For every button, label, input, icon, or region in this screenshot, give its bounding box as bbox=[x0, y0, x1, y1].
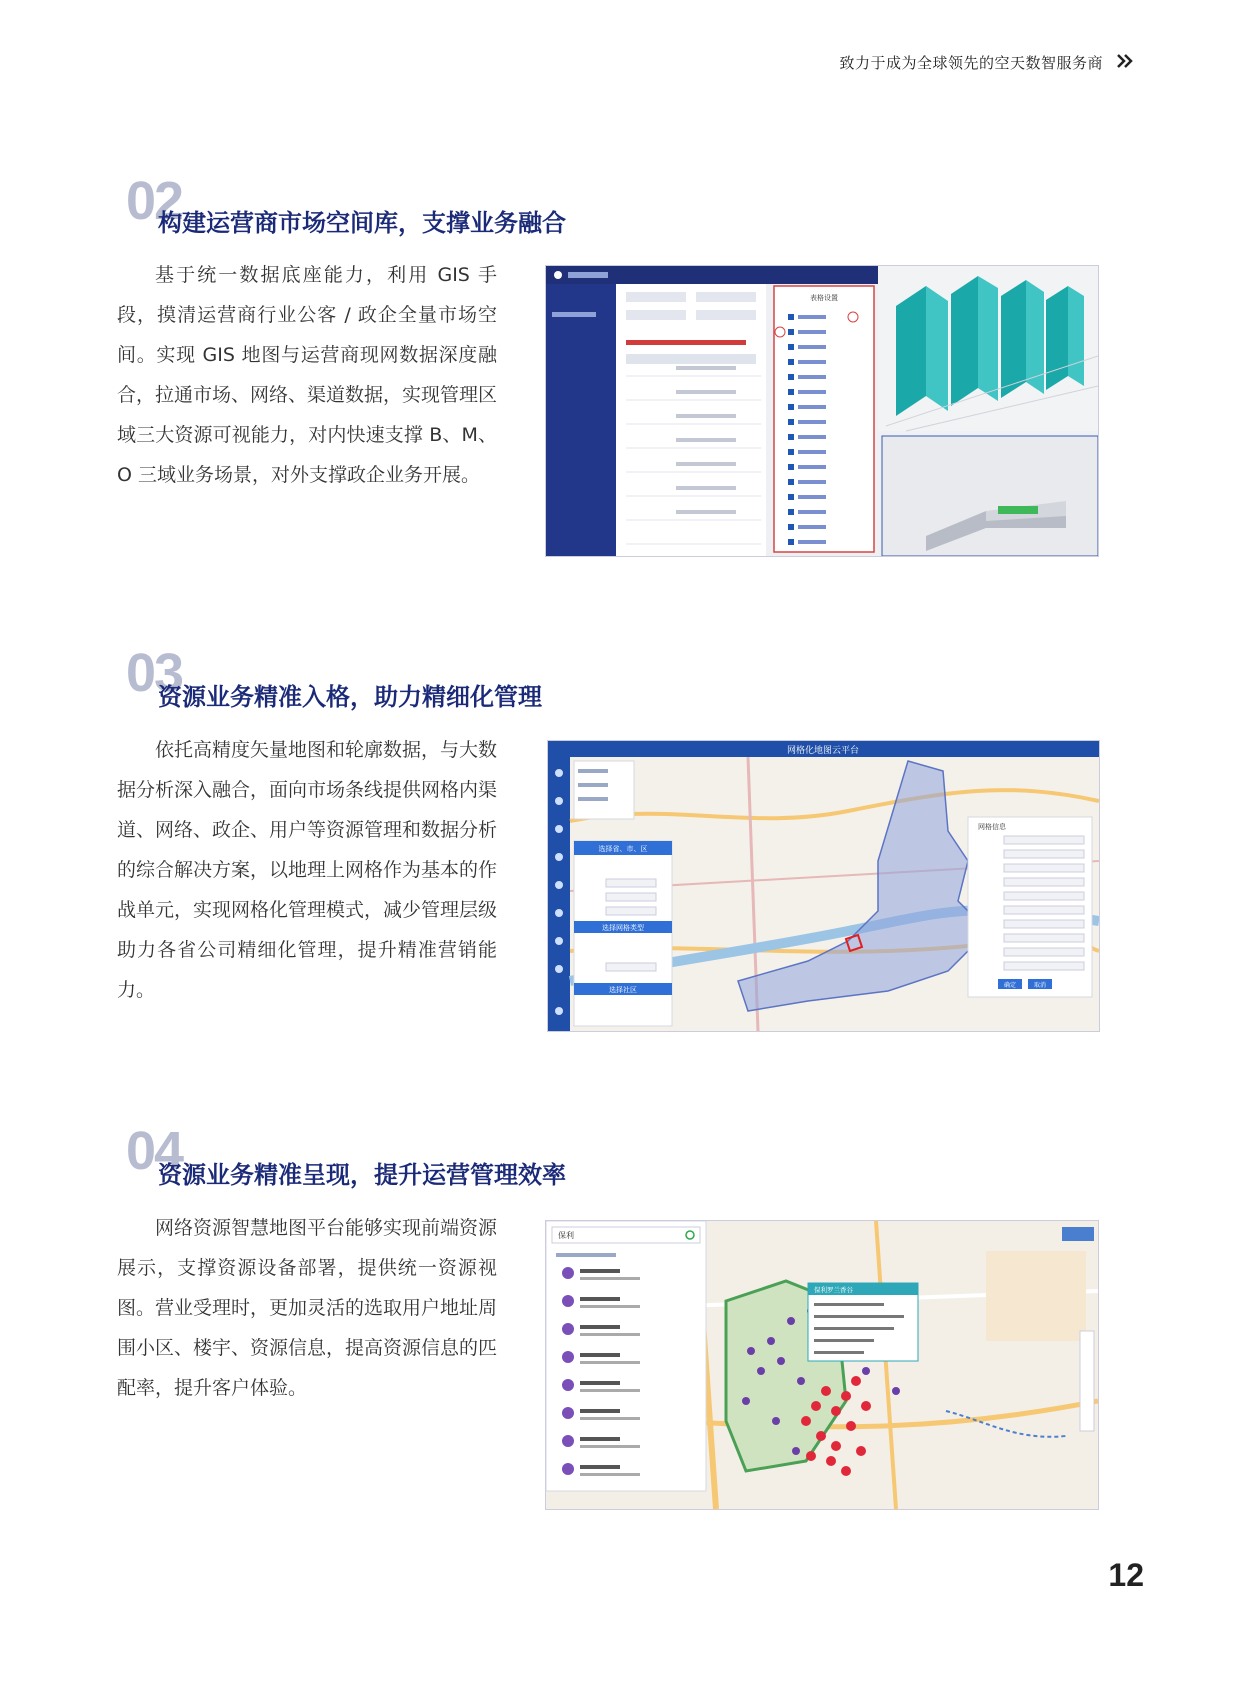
double-chevron-icon bbox=[1117, 54, 1133, 68]
section-title: 资源业务精准呈现，提升运营管理效率 bbox=[158, 1161, 566, 1189]
section-body: 网络资源智慧地图平台能够实现前端资源展示，支撑资源设备部署，提供统一资源视图。营业受理时，更加灵活的选取用户地址周围小区、楼宇、资源信息，提高资源信息的匹配率，提升客户体验。 bbox=[117, 1217, 498, 1399]
grid-info-title: 网格信息 bbox=[978, 823, 1006, 831]
panel-community: 选择社区 bbox=[609, 986, 637, 994]
confirm-button: 确定 bbox=[1003, 982, 1017, 989]
section-body: 依托高精度矢量地图和轮廓数据，与大数据分析深入融合，面向市场条线提供网格内渠道、网络、政企、用户等资源管理和数据分析的综合解决方案，以地理上网格作为基本的作战单元，实现网格化管理模式，减少管理层级助力各省公司精细化管理，提升精准营销能力。 bbox=[117, 739, 498, 1001]
screenshot-3d-market-db bbox=[545, 265, 1099, 557]
cancel-button: 取消 bbox=[1033, 982, 1047, 989]
panel-title: 表格设置 bbox=[810, 294, 838, 302]
section-number: 03 bbox=[126, 643, 183, 703]
app-title: 网格化地图云平台 bbox=[786, 746, 860, 756]
section-number: 02 bbox=[126, 171, 183, 231]
popup-title: 保利罗兰香谷 bbox=[814, 1286, 853, 1294]
section-number: 04 bbox=[126, 1121, 183, 1181]
section-title: 构建运营商市场空间库，支撑业务融合 bbox=[158, 209, 566, 237]
section-body: 基于统一数据底座能力，利用 GIS 手段，摸清运营商行业公客 / 政企全量市场空间。实现 GIS 地图与运营商现网数据深度融合，拉通市场、网络、渠道数据，实现管理区域三大资源可视能力，对内快速支撑 B、M、O 三域业务场景，对外支撑政企业务开展。 bbox=[117, 264, 498, 486]
panel-region: 选择省、市、区 bbox=[598, 845, 648, 853]
panel-grid-type: 选择网格类型 bbox=[602, 924, 644, 932]
header-tagline: 致力于成为全球领先的空天数智服务商 bbox=[839, 54, 1103, 72]
section-title: 资源业务精准入格，助力精细化管理 bbox=[158, 683, 542, 711]
search-input-value: 保利 bbox=[558, 1231, 574, 1240]
screenshot-grid-map-platform bbox=[547, 740, 1100, 1032]
screenshot-resource-map bbox=[545, 1220, 1099, 1510]
page-number: 12 bbox=[1108, 1557, 1144, 1593]
